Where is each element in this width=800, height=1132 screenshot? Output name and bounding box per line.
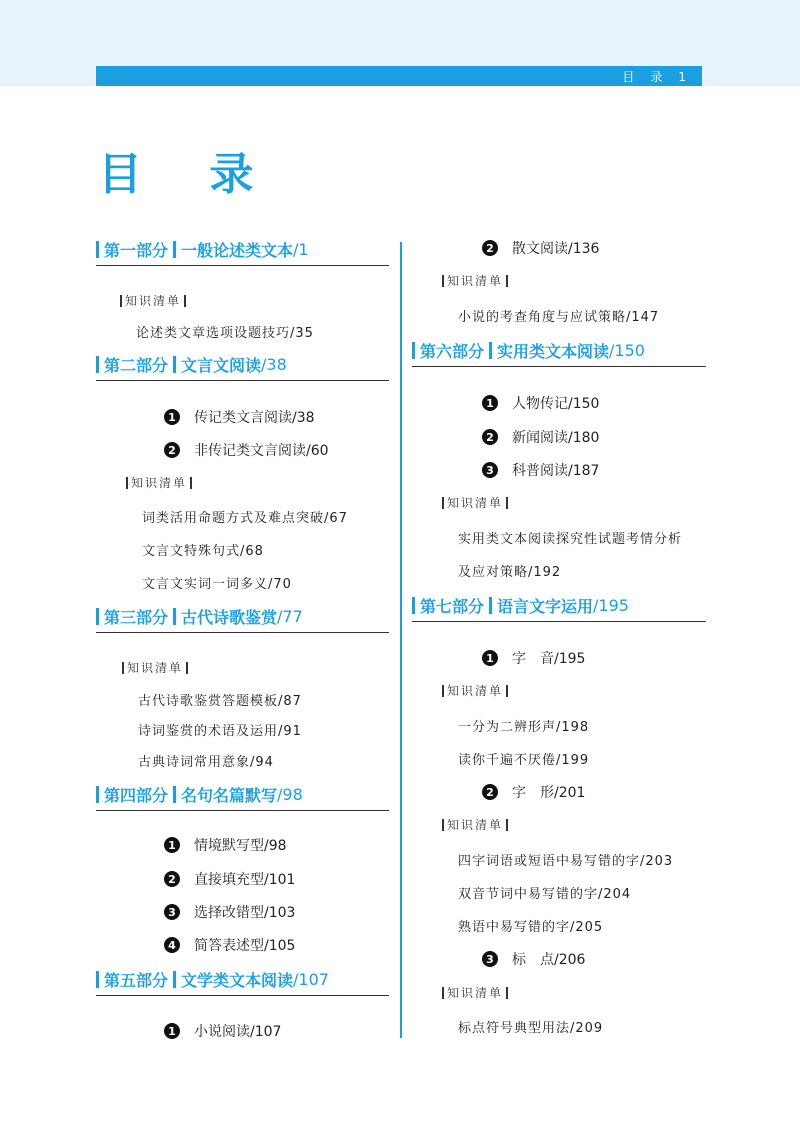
number-badge-icon: 2	[482, 240, 498, 256]
toc-item[interactable]: 2 散文阅读/136	[482, 238, 599, 258]
knowledge-list-tag: 知识清单	[120, 292, 189, 309]
section-heading-part2[interactable]: 第二部分 文言文阅读 /38	[96, 351, 287, 377]
toc-item[interactable]: 1 小说阅读/107	[164, 1021, 281, 1041]
toc-item[interactable]: 1 人物传记/150	[482, 393, 599, 413]
section-rule	[96, 380, 389, 381]
toc-entry[interactable]: 词类活用命题方式及难点突破/67	[142, 511, 348, 526]
section-heading-part1[interactable]	[96, 236, 309, 262]
toc-item[interactable]: 1 情境默写型/98	[164, 835, 287, 855]
knowledge-list-tag: 知识清单	[122, 659, 191, 676]
number-badge-icon: 2	[164, 871, 180, 887]
section-heading-part4[interactable]: 第四部分 名句名篇默写 /98	[96, 781, 303, 807]
column-divider	[400, 242, 402, 1038]
section-rule	[412, 366, 706, 367]
number-badge-icon: 4	[164, 937, 180, 953]
number-badge-icon: 3	[482, 951, 498, 967]
section-heading-part5[interactable]: 第五部分 文学类文本阅读 /107	[96, 966, 329, 992]
toc-item[interactable]: 4 简答表述型/105	[164, 935, 295, 955]
toc-item[interactable]: 3 标 点/206	[482, 949, 585, 969]
section-bar	[96, 241, 99, 258]
toc-entry[interactable]: 文言文实词一词多义/70	[142, 577, 292, 592]
section-label: 第一部分	[104, 240, 169, 260]
toc-entry[interactable]: 古代诗歌鉴赏答题模板/87	[138, 694, 302, 709]
toc-item[interactable]: 2 字 形/201	[482, 782, 585, 802]
number-badge-icon: 1	[164, 409, 180, 425]
number-badge-icon: 1	[164, 1023, 180, 1039]
toc-item[interactable]: 3 科普阅读/187	[482, 460, 599, 480]
toc-item[interactable]: 2 直接填充型/101	[164, 869, 295, 889]
number-badge-icon: 3	[482, 462, 498, 478]
section-rule	[96, 810, 389, 811]
toc-entry[interactable]: 实用类文本阅读探究性试题考情分析	[458, 532, 683, 547]
number-badge-icon: 2	[482, 784, 498, 800]
toc-entry-continued[interactable]: 及应对策略/192	[458, 565, 562, 580]
knowledge-list-tag: 知识清单	[126, 474, 195, 491]
section-title: 一般论述类文本	[181, 240, 294, 260]
section-rule	[412, 621, 706, 622]
toc-entry[interactable]: 一分为二辨形声/198	[458, 720, 590, 735]
section-bar	[173, 241, 176, 258]
section-heading-part7[interactable]: 第七部分 语言文字运用 /195	[412, 592, 629, 618]
section-heading-part3[interactable]: 第三部分 古代诗歌鉴赏 /77	[96, 603, 303, 629]
knowledge-list-tag: 知识清单	[442, 984, 511, 1001]
section-rule	[96, 995, 389, 996]
running-header-label: 目 录 1	[622, 69, 688, 84]
number-badge-icon: 3	[164, 904, 180, 920]
toc-entry[interactable]: 诗词鉴赏的术语及运用/91	[138, 724, 302, 739]
toc-item[interactable]: 2 新闻阅读/180	[482, 427, 599, 447]
toc-item[interactable]: 2 非传记类文言阅读/60	[164, 440, 329, 460]
section-rule	[96, 265, 389, 266]
knowledge-list-tag: 知识清单	[442, 272, 511, 289]
number-badge-icon: 2	[482, 429, 498, 445]
toc-entry[interactable]: 熟语中易写错的字/205	[458, 920, 604, 935]
toc-item[interactable]: 1 字 音/195	[482, 648, 585, 668]
knowledge-list-tag: 知识清单	[442, 682, 511, 699]
knowledge-list-tag: 知识清单	[442, 816, 511, 833]
toc-entry[interactable]: 标点符号典型用法/209	[458, 1021, 604, 1036]
page-title: 目 录	[98, 149, 280, 200]
toc-item[interactable]: 3 选择改错型/103	[164, 902, 295, 922]
running-header	[96, 66, 702, 86]
number-badge-icon: 1	[482, 395, 498, 411]
knowledge-list-tag: 知识清单	[442, 494, 511, 511]
section-heading-part6[interactable]: 第六部分 实用类文本阅读 /150	[412, 337, 645, 363]
toc-entry[interactable]: 双音节词中易写错的字/204	[458, 887, 632, 902]
section-rule	[96, 632, 389, 633]
toc-entry[interactable]: 文言文特殊句式/68	[142, 544, 264, 559]
toc-entry[interactable]: 读你千遍不厌倦/199	[458, 753, 590, 768]
number-badge-icon: 1	[164, 837, 180, 853]
section-page: /1	[293, 239, 309, 259]
toc-entry[interactable]: 四字词语或短语中易写错的字/203	[458, 854, 674, 869]
number-badge-icon: 2	[164, 442, 180, 458]
toc-entry[interactable]: 古典诗词常用意象/94	[138, 755, 274, 770]
number-badge-icon: 1	[482, 650, 498, 666]
toc-entry[interactable]: 论述类文章选项设题技巧/35	[136, 326, 314, 341]
toc-item[interactable]: 1 传记类文言阅读/38	[164, 407, 315, 427]
toc-entry[interactable]: 小说的考查角度与应试策略/147	[458, 310, 660, 325]
